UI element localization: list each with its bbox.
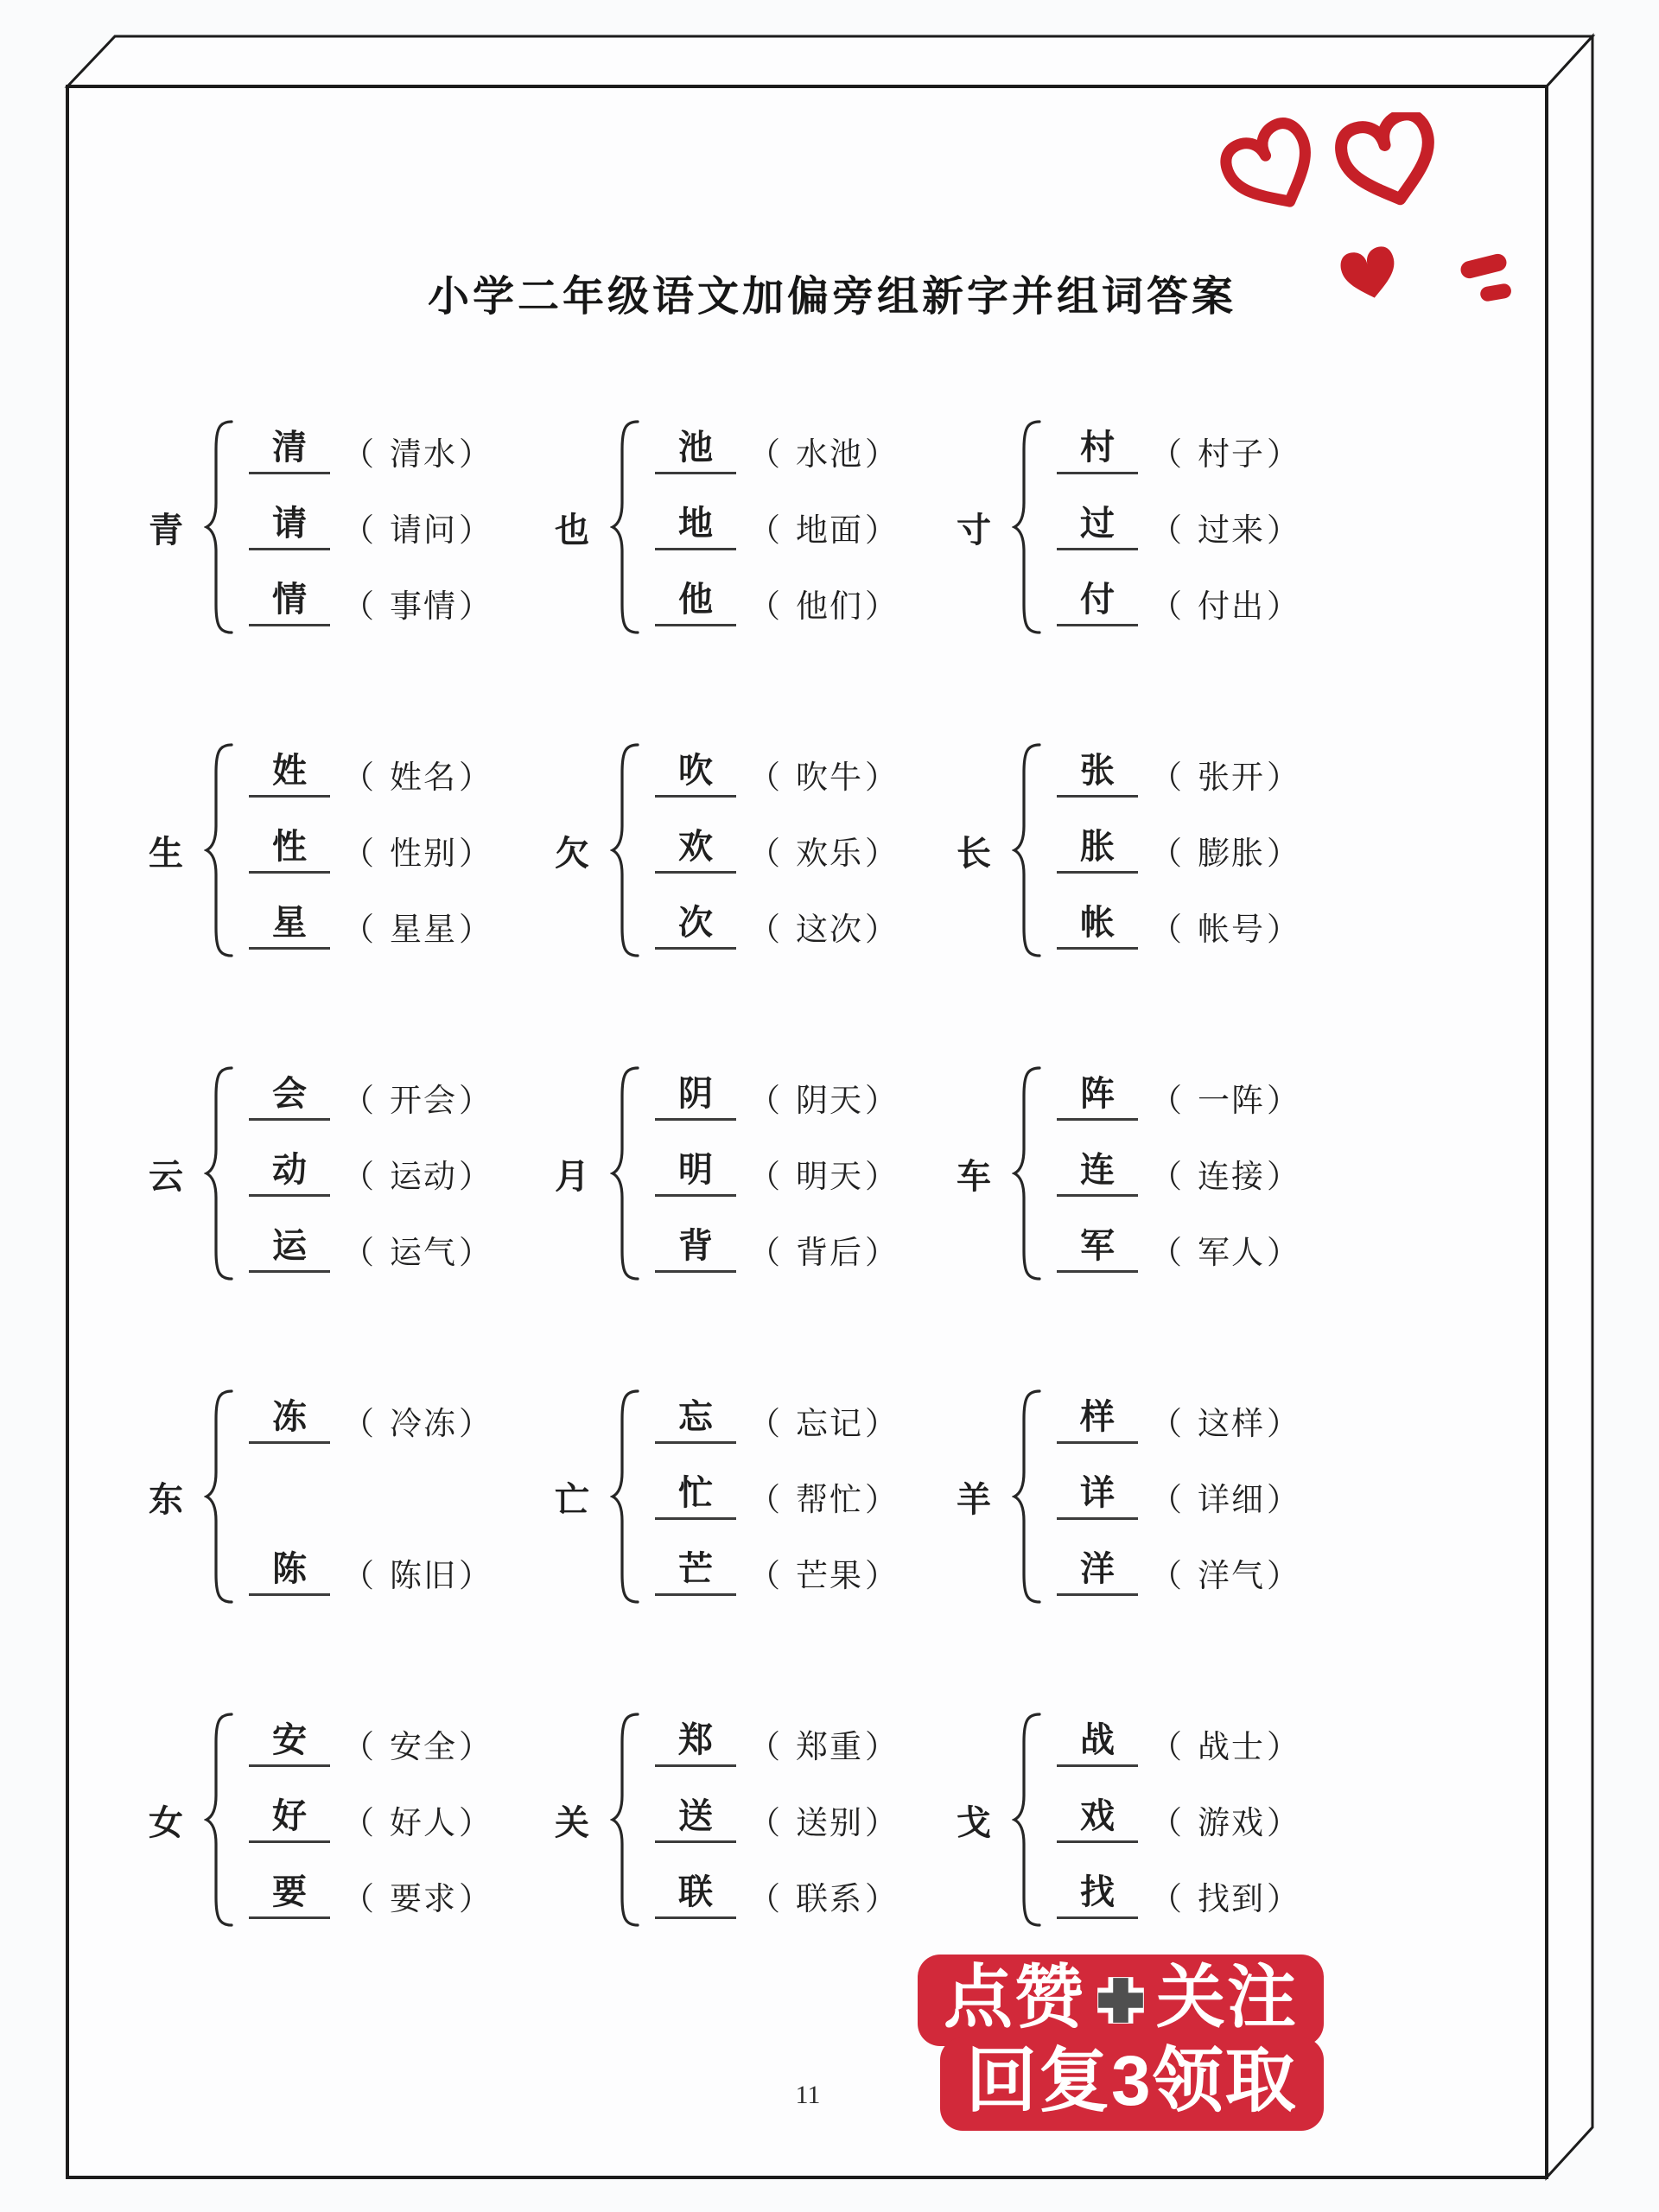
word: 陈旧 <box>390 1559 457 1594</box>
outlined-heart-icon <box>1336 112 1442 211</box>
new-character: 动 <box>249 1150 330 1197</box>
paren-open: （ <box>748 1730 780 1765</box>
paren-close: ） <box>865 437 897 473</box>
paren-close: ） <box>865 1559 897 1594</box>
word: 事情 <box>390 589 457 625</box>
paren-close: ） <box>459 1407 491 1442</box>
answer-item <box>249 1706 491 1782</box>
paren-open: （ <box>342 1559 374 1594</box>
paren-close: ） <box>865 513 897 549</box>
paren-open: （ <box>342 836 374 872</box>
character-group <box>544 1658 946 1981</box>
new-character: 样 <box>1057 1397 1138 1444</box>
new-character: 好 <box>249 1796 330 1843</box>
answer-item <box>655 812 897 888</box>
paren-open: （ <box>1150 1407 1182 1442</box>
brace-icon <box>610 740 641 961</box>
answer-item <box>655 1382 897 1459</box>
brace-icon <box>1012 1063 1043 1284</box>
new-character: 背 <box>655 1226 736 1273</box>
answer-item <box>655 565 897 641</box>
paren-open: （ <box>342 1084 374 1119</box>
answer-item <box>249 1135 491 1211</box>
paren-close: ） <box>1267 1084 1299 1119</box>
answer-item <box>1057 489 1299 565</box>
new-character: 帐 <box>1057 903 1138 950</box>
answer-item <box>1057 1459 1299 1535</box>
paren-open: （ <box>342 912 374 948</box>
new-character: 性 <box>249 827 330 874</box>
new-character: 送 <box>655 1796 736 1843</box>
answer-item <box>249 413 491 489</box>
new-character: 忙 <box>655 1473 736 1520</box>
new-character: 明 <box>655 1150 736 1197</box>
new-character: 次 <box>655 903 736 950</box>
base-character: 东 <box>149 1479 183 1519</box>
word: 一阵 <box>1198 1084 1265 1119</box>
derived-items <box>655 1059 897 1287</box>
answer-item <box>1057 1059 1299 1135</box>
derived-items <box>1057 1706 1299 1934</box>
derived-items <box>1057 1382 1299 1611</box>
answer-item <box>249 1059 491 1135</box>
paren-close: ） <box>1267 1882 1299 1917</box>
paren-open: （ <box>1150 1160 1182 1195</box>
word: 郑重 <box>796 1730 863 1765</box>
answer-item <box>1057 1782 1299 1858</box>
answer-item <box>249 489 491 565</box>
derived-items <box>1057 1059 1299 1287</box>
base-character: 长 <box>957 833 991 873</box>
paren-close: ） <box>1267 1407 1299 1442</box>
brace-icon <box>610 1386 641 1607</box>
character-group <box>946 1012 1348 1335</box>
paren-close: ） <box>459 1084 491 1119</box>
character-group <box>946 1335 1348 1658</box>
new-character: 陈 <box>249 1549 330 1596</box>
paren-close: ） <box>1267 1236 1299 1271</box>
new-character: 阴 <box>655 1074 736 1121</box>
brace-icon <box>204 1709 235 1930</box>
paren-close: ） <box>1267 1730 1299 1765</box>
paren-close: ） <box>1267 1483 1299 1518</box>
paren-close: ） <box>865 589 897 625</box>
word: 村子 <box>1198 437 1265 473</box>
paren-close: ） <box>865 1407 897 1442</box>
word: 请问 <box>390 513 457 549</box>
word: 性别 <box>390 836 457 872</box>
base-character: 月 <box>555 1156 589 1196</box>
new-character: 他 <box>655 580 736 626</box>
derived-items <box>655 413 897 641</box>
paren-close: ） <box>1267 760 1299 796</box>
paren-open: （ <box>748 437 780 473</box>
paren-close: ） <box>865 1882 897 1917</box>
paren-close: ） <box>1267 836 1299 872</box>
answer-item <box>249 565 491 641</box>
answer-item <box>249 1858 491 1934</box>
paren-open: （ <box>748 1882 780 1917</box>
word: 军人 <box>1198 1236 1265 1271</box>
new-character: 连 <box>1057 1150 1138 1197</box>
word: 详细 <box>1198 1483 1265 1518</box>
word: 这样 <box>1198 1407 1265 1442</box>
paren-open: （ <box>1150 1806 1182 1841</box>
paren-open: （ <box>1150 1084 1182 1119</box>
red-dash <box>1459 252 1508 280</box>
new-character: 冻 <box>249 1397 330 1444</box>
new-character: 欢 <box>655 827 736 874</box>
new-character: 阵 <box>1057 1074 1138 1121</box>
paren-close: ） <box>865 1483 897 1518</box>
derived-items <box>249 736 491 964</box>
paren-close: ） <box>459 437 491 473</box>
derived-items <box>1057 413 1299 641</box>
paren-close: ） <box>459 912 491 948</box>
paren-close: ） <box>865 1160 897 1195</box>
character-group <box>544 1012 946 1335</box>
answer-item <box>655 1459 897 1535</box>
paren-open: （ <box>748 1160 780 1195</box>
answer-item <box>1057 413 1299 489</box>
paren-close: ） <box>459 1160 491 1195</box>
base-character: 也 <box>555 510 589 550</box>
word: 战士 <box>1198 1730 1265 1765</box>
badge-line2: 回复3领取 <box>940 2037 1324 2131</box>
paren-open: （ <box>342 513 374 549</box>
word: 欢乐 <box>796 836 863 872</box>
paren-open: （ <box>748 589 780 625</box>
answer-item <box>1057 1135 1299 1211</box>
word: 付出 <box>1198 589 1265 625</box>
word: 姓名 <box>390 760 457 796</box>
brace-icon <box>204 1386 235 1607</box>
new-character: 芒 <box>655 1549 736 1596</box>
derived-items <box>655 1706 897 1934</box>
answer-item <box>249 812 491 888</box>
answer-item <box>249 888 491 964</box>
brace-icon <box>610 416 641 638</box>
paren-close: ） <box>1267 1160 1299 1195</box>
new-character: 请 <box>249 504 330 550</box>
word: 洋气 <box>1198 1559 1265 1594</box>
book-top-edge <box>67 36 1592 86</box>
badge-line1-left: 点赞 <box>944 1959 1085 2036</box>
new-character: 详 <box>1057 1473 1138 1520</box>
base-character: 女 <box>149 1802 183 1842</box>
answer-item <box>655 1782 897 1858</box>
answer-item <box>655 1135 897 1211</box>
word: 游戏 <box>1198 1806 1265 1841</box>
paren-close: ） <box>865 1236 897 1271</box>
word: 送别 <box>796 1806 863 1841</box>
paren-close: ） <box>459 760 491 796</box>
new-character: 姓 <box>249 751 330 798</box>
paren-open: （ <box>342 1407 374 1442</box>
derived-items <box>249 413 491 641</box>
base-character: 羊 <box>957 1479 991 1519</box>
paren-close: ） <box>1267 1559 1299 1594</box>
paren-close: ） <box>459 1882 491 1917</box>
new-character: 安 <box>249 1720 330 1767</box>
answer-item <box>655 736 897 812</box>
word: 运气 <box>390 1236 457 1271</box>
word: 膨胀 <box>1198 836 1265 872</box>
paren-open: （ <box>748 1084 780 1119</box>
word: 过来 <box>1198 513 1265 549</box>
brace-icon <box>204 1063 235 1284</box>
paren-open: （ <box>748 836 780 872</box>
paren-open: （ <box>1150 1236 1182 1271</box>
paren-open: （ <box>748 1236 780 1271</box>
answer-item <box>249 1535 491 1611</box>
answer-item <box>1057 1211 1299 1287</box>
new-character: 找 <box>1057 1872 1138 1919</box>
word: 帐号 <box>1198 912 1265 948</box>
new-character: 过 <box>1057 504 1138 550</box>
word: 运动 <box>390 1160 457 1195</box>
outlined-heart-icon <box>1219 117 1325 220</box>
character-group <box>544 689 946 1012</box>
page-title: 小学二年级语文加偏旁组新字并组词答案 <box>428 274 1237 320</box>
red-dash <box>1479 283 1512 302</box>
paren-open: （ <box>1150 836 1182 872</box>
derived-items <box>249 1059 491 1287</box>
character-group <box>946 689 1348 1012</box>
base-character: 寸 <box>957 510 991 550</box>
badge-line1-right: 关注 <box>1156 1959 1298 2036</box>
paren-close: ） <box>865 1084 897 1119</box>
brace-icon <box>204 416 235 638</box>
paren-open: （ <box>342 589 374 625</box>
paren-open: （ <box>748 1483 780 1518</box>
character-group <box>138 1658 544 1981</box>
paren-open: （ <box>1150 1559 1182 1594</box>
new-character: 洋 <box>1057 1549 1138 1596</box>
word: 忘记 <box>796 1407 863 1442</box>
paren-open: （ <box>1150 437 1182 473</box>
character-group <box>138 689 544 1012</box>
paren-close: ） <box>459 589 491 625</box>
page-number: 11 <box>795 2081 821 2109</box>
answer-groups <box>138 365 1348 1981</box>
answer-item <box>249 1782 491 1858</box>
answer-item <box>655 1858 897 1934</box>
brace-icon <box>204 740 235 961</box>
base-character: 欠 <box>555 833 589 873</box>
new-character: 吹 <box>655 751 736 798</box>
word: 要求 <box>390 1882 457 1917</box>
paren-close: ） <box>865 912 897 948</box>
brace-icon <box>1012 1386 1043 1607</box>
paren-close: ） <box>865 836 897 872</box>
new-character: 运 <box>249 1226 330 1273</box>
character-group <box>138 1335 544 1658</box>
paren-open: （ <box>342 1160 374 1195</box>
word: 清水 <box>390 437 457 473</box>
word: 张开 <box>1198 760 1265 796</box>
paren-open: （ <box>1150 1730 1182 1765</box>
answer-item <box>655 1706 897 1782</box>
word: 吹牛 <box>796 760 863 796</box>
word: 安全 <box>390 1730 457 1765</box>
answer-item <box>655 888 897 964</box>
new-character: 村 <box>1057 428 1138 474</box>
filled-heart-icon <box>1338 245 1401 303</box>
paren-open: （ <box>342 1236 374 1271</box>
new-character: 战 <box>1057 1720 1138 1767</box>
word: 找到 <box>1198 1882 1265 1917</box>
base-character: 青 <box>149 510 183 550</box>
base-character: 亡 <box>555 1479 589 1519</box>
paren-open: （ <box>1150 760 1182 796</box>
answer-item <box>1057 1382 1299 1459</box>
word: 好人 <box>390 1806 457 1841</box>
new-character: 胀 <box>1057 827 1138 874</box>
answer-item <box>249 1382 491 1459</box>
answer-item <box>1057 565 1299 641</box>
word: 水池 <box>796 437 863 473</box>
brace-icon <box>1012 1709 1043 1930</box>
base-character: 云 <box>149 1156 183 1196</box>
paren-open: （ <box>1150 1483 1182 1518</box>
new-character: 地 <box>655 504 736 550</box>
word: 背后 <box>796 1236 863 1271</box>
new-character: 会 <box>249 1074 330 1121</box>
derived-items <box>655 1382 897 1611</box>
paren-close: ） <box>1267 513 1299 549</box>
word: 冷冻 <box>390 1407 457 1442</box>
new-character: 池 <box>655 428 736 474</box>
new-character: 张 <box>1057 751 1138 798</box>
answer-item <box>655 1211 897 1287</box>
word: 他们 <box>796 589 863 625</box>
paren-open: （ <box>748 1806 780 1841</box>
paren-close: ） <box>1267 1806 1299 1841</box>
new-character: 联 <box>655 1872 736 1919</box>
word: 联系 <box>796 1882 863 1917</box>
word: 阴天 <box>796 1084 863 1119</box>
character-group <box>946 365 1348 689</box>
new-character: 郑 <box>655 1720 736 1767</box>
brace-icon <box>1012 416 1043 638</box>
paren-close: ） <box>865 1730 897 1765</box>
paren-open: （ <box>342 760 374 796</box>
paren-open: （ <box>748 1559 780 1594</box>
answer-item <box>655 489 897 565</box>
word: 星星 <box>390 912 457 948</box>
paren-open: （ <box>1150 912 1182 948</box>
derived-items <box>1057 736 1299 964</box>
paren-open: （ <box>748 1407 780 1442</box>
paren-close: ） <box>1267 437 1299 473</box>
word: 明天 <box>796 1160 863 1195</box>
character-group <box>544 1335 946 1658</box>
answer-item <box>1057 888 1299 964</box>
base-character: 戈 <box>957 1802 991 1842</box>
word: 地面 <box>796 513 863 549</box>
derived-items <box>249 1382 491 1611</box>
paren-open: （ <box>748 912 780 948</box>
paren-open: （ <box>1150 513 1182 549</box>
answer-item <box>249 736 491 812</box>
paren-close: ） <box>459 513 491 549</box>
character-group <box>946 1658 1348 1981</box>
new-character: 情 <box>249 580 330 626</box>
paren-open: （ <box>748 760 780 796</box>
paren-close: ） <box>459 1236 491 1271</box>
character-group <box>544 365 946 689</box>
paren-open: （ <box>1150 1882 1182 1917</box>
answer-item <box>655 1059 897 1135</box>
plus-icon <box>1094 1974 1147 2027</box>
character-group <box>138 1012 544 1335</box>
answer-item <box>655 413 897 489</box>
answer-item <box>1057 736 1299 812</box>
paren-open: （ <box>342 1882 374 1917</box>
paren-close: ） <box>459 836 491 872</box>
base-character: 车 <box>957 1156 991 1196</box>
word: 连接 <box>1198 1160 1265 1195</box>
new-character: 清 <box>249 428 330 474</box>
badge-line1 <box>918 1955 1324 2046</box>
answer-item <box>655 1535 897 1611</box>
word: 帮忙 <box>796 1483 863 1518</box>
derived-items <box>249 1706 491 1934</box>
promo-badge <box>918 1955 1324 2131</box>
answer-item <box>1057 812 1299 888</box>
paren-close: ） <box>1267 589 1299 625</box>
answer-item <box>249 1211 491 1287</box>
paren-close: ） <box>459 1806 491 1841</box>
new-character: 要 <box>249 1872 330 1919</box>
new-character: 付 <box>1057 580 1138 626</box>
brace-icon <box>610 1709 641 1930</box>
word: 芒果 <box>796 1559 863 1594</box>
paren-open: （ <box>342 1806 374 1841</box>
paren-close: ） <box>1267 912 1299 948</box>
paren-close: ） <box>865 760 897 796</box>
derived-items <box>655 736 897 964</box>
word: 开会 <box>390 1084 457 1119</box>
paren-open: （ <box>748 513 780 549</box>
paren-open: （ <box>342 437 374 473</box>
answer-item <box>1057 1535 1299 1611</box>
brace-icon <box>1012 740 1043 961</box>
new-character: 忘 <box>655 1397 736 1444</box>
new-character: 星 <box>249 903 330 950</box>
paren-open: （ <box>342 1730 374 1765</box>
brace-icon <box>610 1063 641 1284</box>
character-group <box>138 365 544 689</box>
paren-close: ） <box>459 1559 491 1594</box>
base-character: 关 <box>555 1802 589 1842</box>
new-character: 军 <box>1057 1226 1138 1273</box>
word: 这次 <box>796 912 863 948</box>
paren-open: （ <box>1150 589 1182 625</box>
paren-close: ） <box>865 1806 897 1841</box>
new-character: 戏 <box>1057 1796 1138 1843</box>
book-right-edge <box>1547 36 1592 2177</box>
base-character: 生 <box>149 833 183 873</box>
answer-item <box>1057 1706 1299 1782</box>
answer-item <box>1057 1858 1299 1934</box>
paren-close: ） <box>459 1730 491 1765</box>
